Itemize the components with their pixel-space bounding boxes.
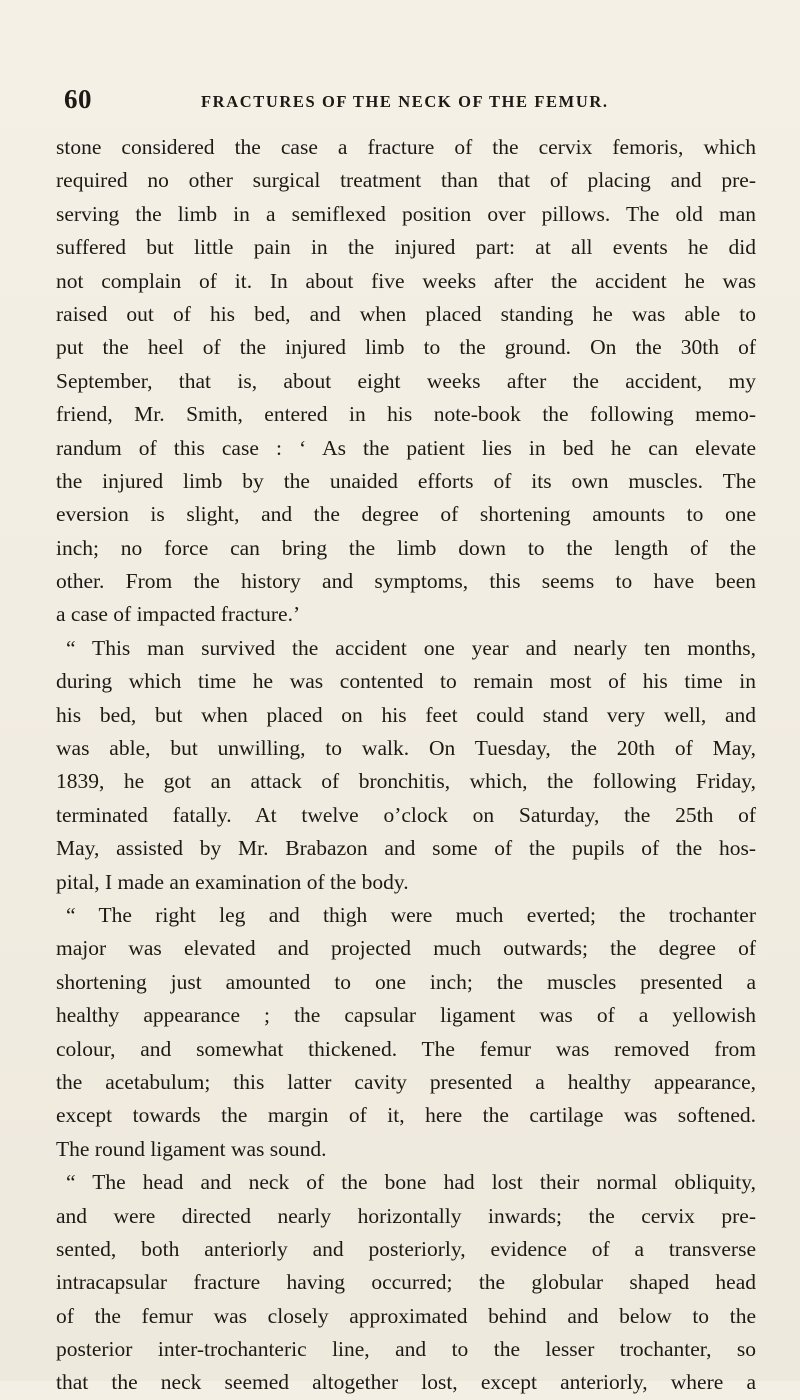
- text-line: pital, I made an examination of the body.: [56, 869, 409, 894]
- text-line: the injured limb by the unaided efforts of its own muscles. The: [56, 468, 756, 493]
- text-line: eversion is slight, and the degree of shortening amounts to one: [56, 502, 756, 527]
- text-line: sented, both anteriorly and posteriorly, evidence of a transverse: [56, 1236, 756, 1261]
- text-line: required no other surgical treatment than that of placing and pre-: [56, 168, 756, 193]
- text-line: of the femur was closely approximated behind and below to the: [56, 1303, 756, 1328]
- text-line: terminated fatally. At twelve o’clock on Saturday, the 25th of: [56, 802, 756, 827]
- text-line: except towards the margin of it, here the cartilage was softened.: [56, 1103, 756, 1128]
- text-line: May, assisted by Mr. Brabazon and some of the pupils of the hos-: [56, 836, 756, 861]
- text-line: stone considered the case a fracture of the cervix femoris, which: [56, 135, 756, 159]
- text-line: randum of this case : ‘ As the patient lies in bed he can elevate: [56, 435, 756, 460]
- text-line: major was elevated and projected much outwards; the degree of: [56, 936, 756, 961]
- text-line: colour, and somewhat thickened. The femur was removed from: [56, 1036, 756, 1061]
- text-line: friend, Mr. Smith, entered in his note-book the following memo-: [56, 402, 756, 427]
- text-line: the acetabulum; this latter cavity presented a healthy appearance,: [56, 1069, 756, 1094]
- text-line: serving the limb in a semiflexed position over pillows. The old man: [56, 201, 756, 226]
- text-line: raised out of his bed, and when placed standing he was able to: [56, 301, 756, 326]
- text-line: put the heel of the injured limb to the ground. On the 30th of: [56, 335, 756, 360]
- text-line: not complain of it. In about five weeks after the accident he was: [56, 268, 756, 293]
- text-line: his bed, but when placed on his feet could stand very well, and: [56, 702, 756, 727]
- text-line: intracapsular fracture having occurred; the globular shaped head: [56, 1270, 756, 1295]
- text-line: and were directed nearly horizontally inwards; the cervix pre-: [56, 1203, 756, 1228]
- text-line: “ The right leg and thigh were much everted; the trochanter: [66, 902, 756, 927]
- text-line: other. From the history and symptoms, this seems to have been: [56, 569, 756, 594]
- page-number: 60: [64, 84, 92, 114]
- text-line: 1839, he got an attack of bronchitis, which, the following Friday,: [56, 769, 756, 794]
- text-line: inch; no force can bring the limb down to the length of the: [56, 535, 756, 560]
- text-line: healthy appearance ; the capsular ligament was of a yellowish: [56, 1003, 756, 1028]
- page-header: [64, 84, 754, 116]
- text-line: “ The head and neck of the bone had lost their normal obliquity,: [66, 1170, 756, 1195]
- text-line: suffered but little pain in the injured part: at all events he did: [56, 235, 756, 260]
- text-line: “ This man survived the accident one year and nearly ten months,: [66, 635, 756, 660]
- text-line: posterior inter-trochanteric line, and to the lesser trochanter, so: [56, 1337, 756, 1362]
- text-line: was able, but unwilling, to walk. On Tuesday, the 20th of May,: [56, 736, 756, 761]
- running-head: FRACTURES OF THE NECK OF THE FEMUR.: [201, 92, 609, 111]
- text-line: that the neck seemed altogether lost, except anteriorly, where a: [56, 1370, 756, 1395]
- text-line: a case of impacted fracture.’: [56, 602, 301, 627]
- text-line: shortening just amounted to one inch; the muscles presented a: [56, 969, 756, 994]
- text-line: during which time he was contented to remain most of his time in: [56, 669, 756, 694]
- text-line: September, that is, about eight weeks after the accident, my: [56, 368, 756, 393]
- body-text: [56, 131, 756, 1400]
- text-line: The round ligament was sound.: [56, 1136, 327, 1161]
